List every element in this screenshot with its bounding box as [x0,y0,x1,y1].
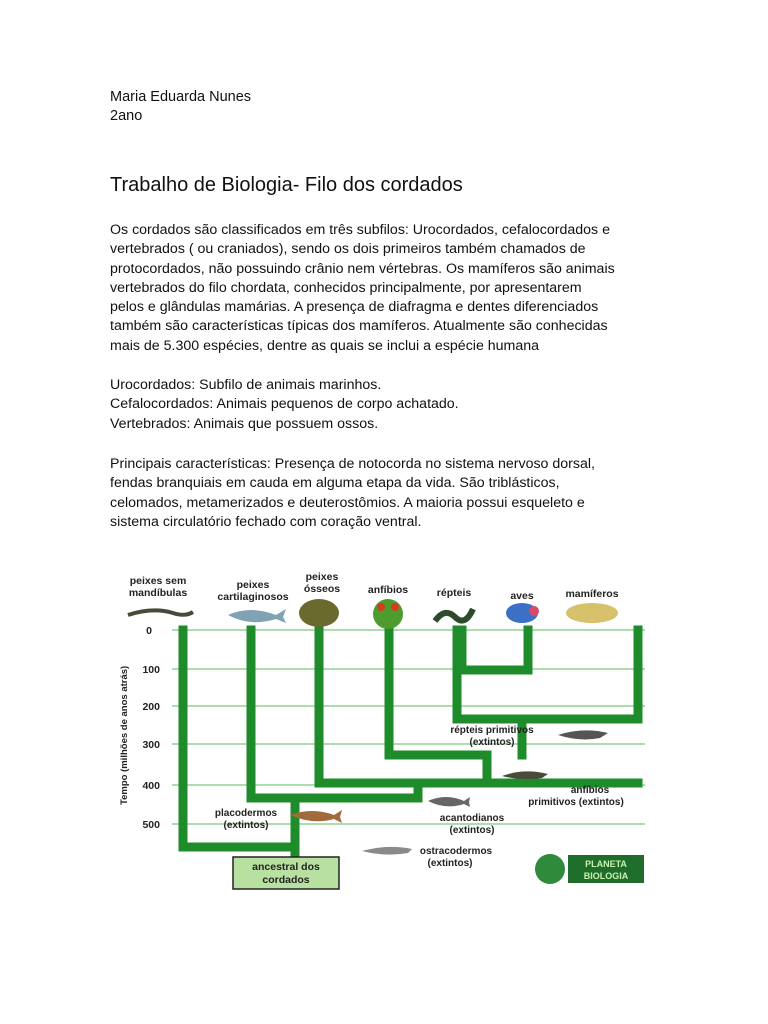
frog-icon [373,599,403,629]
animal-illustrations [128,599,618,855]
text-line: vertebrados ( ou craniados), sendo os dois primeiros também chamados de [110,241,586,258]
lamprey-icon [128,610,193,615]
logo-line-2: BIOLOGIA [583,871,629,881]
extinct-amphibians-1: anfíbios [570,785,610,796]
extinct-placoderms-2: (extintos) [223,820,269,831]
shark-icon [228,609,286,623]
text-line: Principais características: Presença de notocorda no sistema nervoso dorsal, [110,456,595,472]
text-line: pelos e glândulas mamárias. A presença de diafragma e dentes diferenciados [110,299,599,316]
taxon-mammals: mamíferos [565,588,619,600]
phylogenetic-tree [110,565,650,895]
text-line: protocordados, não possuindo crânio nem vértebras. Os mamíferos são animais [110,260,615,277]
root-label-2: cordados [262,874,310,886]
extinct-acanthodians-1: acantodianos [439,813,505,824]
subphylum-item: Urocordados: Subfilo de animais marinhos. [110,377,382,393]
tick-200: 200 [142,701,160,713]
extinct-ostracoderms-2: (extintos) [427,858,473,869]
subphyla-list [110,376,650,434]
intro-paragraph [110,221,650,356]
document-title: Trabalho de Biologia- Filo dos cordados [110,174,463,196]
author-block [110,88,251,126]
subphylum-item: Vertebrados: Animais que possuem ossos. [110,415,379,432]
taxon-amphibians: anfíbios [367,584,409,596]
taxon-cartilaginous-1: peixes [236,579,270,591]
crocodile-icon [558,730,608,739]
tick-100: 100 [142,664,160,676]
taxon-birds: aves [510,590,534,602]
ostracoderm-icon [362,847,412,855]
taxon-cartilaginous-2: cartilaginosos [217,591,289,603]
author-name: Maria Eduarda Nunes [110,89,252,105]
extinct-placoderms-1: placodermos [214,808,278,819]
primitive-amphibian-icon [502,771,548,779]
taxon-bony-2: ósseos [303,583,341,595]
y-axis-label: Tempo (milhões de anos atrás) [119,665,130,805]
tree-svg [110,565,650,895]
extinct-reptiles-1: répteis primitivos [450,725,534,736]
acanthodian-icon [428,797,470,807]
extinct-amphibians-2: primitivos (extintos) [528,797,624,808]
taxon-jawless-2: mandíbulas [128,587,188,599]
text-line: Os cordados são classificados em três subfilos: Urocordados, cefalocordados e [110,222,610,238]
text-line: celomados, metamerizados e deuterostômios. A maioria possui esqueleto e [110,494,585,511]
subphylum-item: Cefalocordados: Animais pequenos de corpo achatado. [110,396,459,413]
characteristics-paragraph [110,455,650,532]
taxon-bony-1: peixes [305,571,339,583]
snake-icon [435,609,473,621]
text-line: vertebrados do filo chordata, conhecidos principalmente, por apresentarem [110,279,582,296]
author-class: 2ano [110,108,143,124]
extinct-acanthodians-2: (extintos) [449,825,495,836]
planeta-biologia-logo [535,854,644,884]
taxon-reptiles: répteis [436,587,472,599]
root-label-1: ancestral dos [252,861,320,873]
text-line: mais de 5.300 espécies, dentre as quais se inclui a espécie humana [110,337,540,354]
text-line: sistema circulatório fechado com coração ventral. [110,513,422,530]
text-line: fendas branquiais em cauda em alguma etapa da vida. São triblásticos, [110,475,560,492]
tick-400: 400 [142,780,160,792]
taxon-jawless-1: peixes sem [129,575,187,587]
bony-fish-icon [299,599,339,627]
tick-0: 0 [146,625,152,637]
logo-line-1: PLANETA [585,859,627,869]
extinct-ostracoderms-1: ostracodermos [419,846,493,857]
jaguar-icon [566,603,618,623]
extinct-reptiles-2: (extintos) [469,737,515,748]
text-line: também são características típicas dos mamíferos. Atualmente são conhecidas [110,318,608,335]
tick-500: 500 [142,819,160,831]
tick-300: 300 [142,739,160,751]
